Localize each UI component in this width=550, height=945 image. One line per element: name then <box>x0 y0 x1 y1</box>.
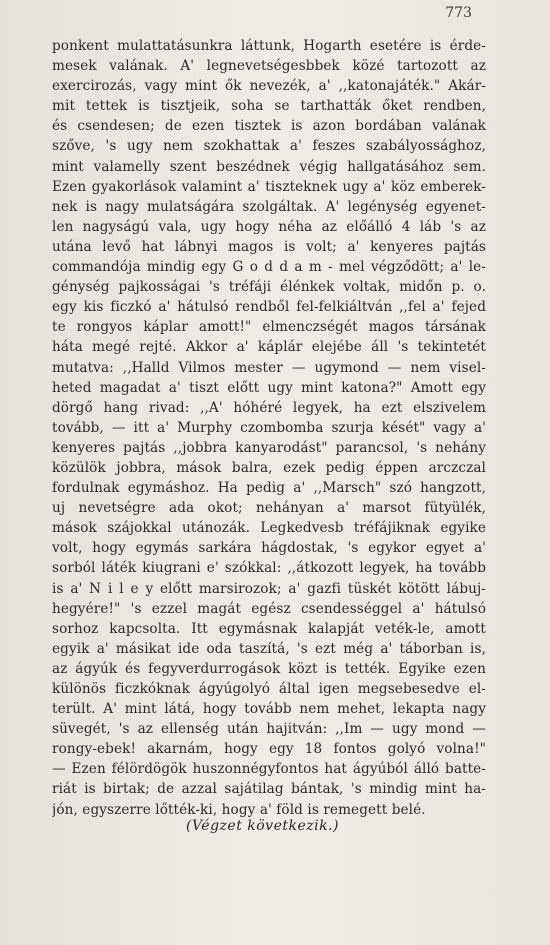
text-line: sorból láték kiugrani e' szókkal: ,,átkozott legyek, ha tovább <box>52 560 486 577</box>
text-line: fordulnak egymáshoz. Ha pedig a' ,,Marsch" szó hangzott, <box>52 480 486 497</box>
text-line: len nagyságú vala, ugy hogy néha az előálló 4 láb 's az <box>52 218 486 235</box>
text-line: egy kis ficzkó a' hátulsó rendből fel-felkiáltván ,,fel a' fejed <box>52 299 486 316</box>
text-line: háta megé rejté. Akkor a' káplár elejébe áll 's tekintetét <box>52 339 486 356</box>
text-line: — Ezen félördögök huszonnégyfontos hat ágyúból álló batte- <box>52 761 486 778</box>
text-line: commandója mindig egy G o d d a m - mel végződött; a' le- <box>52 259 486 276</box>
text-line: ponkent mulattatásunkra láttunk, Hogarth esetére is érde- <box>52 38 486 54</box>
text-line: mások szájokkal utánozák. Legkedvesb tréfájiknak egyike <box>52 520 486 537</box>
text-line: terült. A' mint látá, hogy tovább nem mehet, lekapta nagy <box>52 701 486 718</box>
text-line: mint valamelly szent beszédnek végig hallgatásához sem. <box>52 158 486 175</box>
text-line: dörgő hang rivad: ,,A' hóhéré legyek, ha ezt elszivelem <box>52 399 486 416</box>
text-line: kenyeres pajtás ,,jobbra kanyarodást" parancsol, 's nehány <box>52 439 486 456</box>
text-line: volt, hogy egymás sarkára hágdostak, 's egykor egyet a' <box>52 540 486 557</box>
text-line: sorhoz kapcsolta. Itt egymásnak kalapját veték-le, amott <box>52 620 486 637</box>
text-line: mutatva: ,,Halld Vilmos mester — ugymond — nem visel- <box>52 359 486 376</box>
text-line: Ezen gyakorlások valamint a' tiszteknek ugy a' köz emberek- <box>52 178 486 195</box>
text-line: te rongyos káplar amott!" elmenczségét magos társának <box>52 319 486 336</box>
text-line: heted magadat a' tiszt előtt ugy mint katona?" Amott egy <box>52 379 486 396</box>
text-line: riát is birtak; de azzal sajátilag bántak, 's mindig mint ha- <box>52 781 486 798</box>
text-line: tovább, — itt a' Murphy czombomba szurja kését" vagy a' <box>52 419 486 436</box>
text-line: közülök jobbra, mások balra, ezek pedig éppen arczczal <box>52 459 486 476</box>
body-text <box>52 36 486 820</box>
text-line: hegyére!" 's ezzel magát egész csendességgel a' hátulsó <box>52 600 486 617</box>
text-line: rongy-ebek! akarnám, hogy egy 18 fontos golyó volna!" <box>52 741 486 758</box>
text-line: és csendesen; de ezen tisztek is azon bordában valának <box>52 118 486 135</box>
text-line: süvegét, 's az ellenség után hajitván: ,,Im — ugy mond — <box>52 721 486 738</box>
text-line: utána levő hat lábnyi magos is volt; a' kenyeres pajtás <box>52 238 486 255</box>
text-line: jón, egyszerre lőtték-ki, hogy a' föld is remegett belé. <box>52 801 426 818</box>
text-line: különös ficzkóknak ágyúgolyó által igen megsebesedve el- <box>52 681 486 697</box>
text-line: génység pajkosságai 's tréfáji élénkek voltak, midőn p. o. <box>52 279 486 296</box>
closing-note: (Végzet következik.) <box>186 818 340 834</box>
text-line: mesek valának. A' legnevetségesbbek közé tartozott az <box>52 58 486 75</box>
text-line: nek is nagy mulatságára szolgáltak. A' legénység egyenet- <box>52 198 486 215</box>
page-number: 773 <box>445 5 472 21</box>
text-line: az ágyúk és fegyverdurrogások közt is tették. Egyike ezen <box>52 660 486 677</box>
text-line: egyik a' másikat ide oda taszítá, 's ezt még a' táborban is, <box>52 640 486 657</box>
text-line: uj nevetségre ada okot; nehányan a' marsot fütyülék, <box>52 500 486 517</box>
text-line: mit tettek is tisztjeik, soha se tarthatták őket rendben, <box>52 98 486 115</box>
text-line: is a' N i l e y előtt marsirozok; a' gazfi tüskét kötött lábuj- <box>52 580 486 597</box>
text-line: exercirozás, vagy mint ők nevezék, a' ,,katonajáték." Akár- <box>52 78 486 95</box>
text-line: szőve, 's ugy nem szokhattak a' feszes szabályossághoz, <box>52 138 486 155</box>
